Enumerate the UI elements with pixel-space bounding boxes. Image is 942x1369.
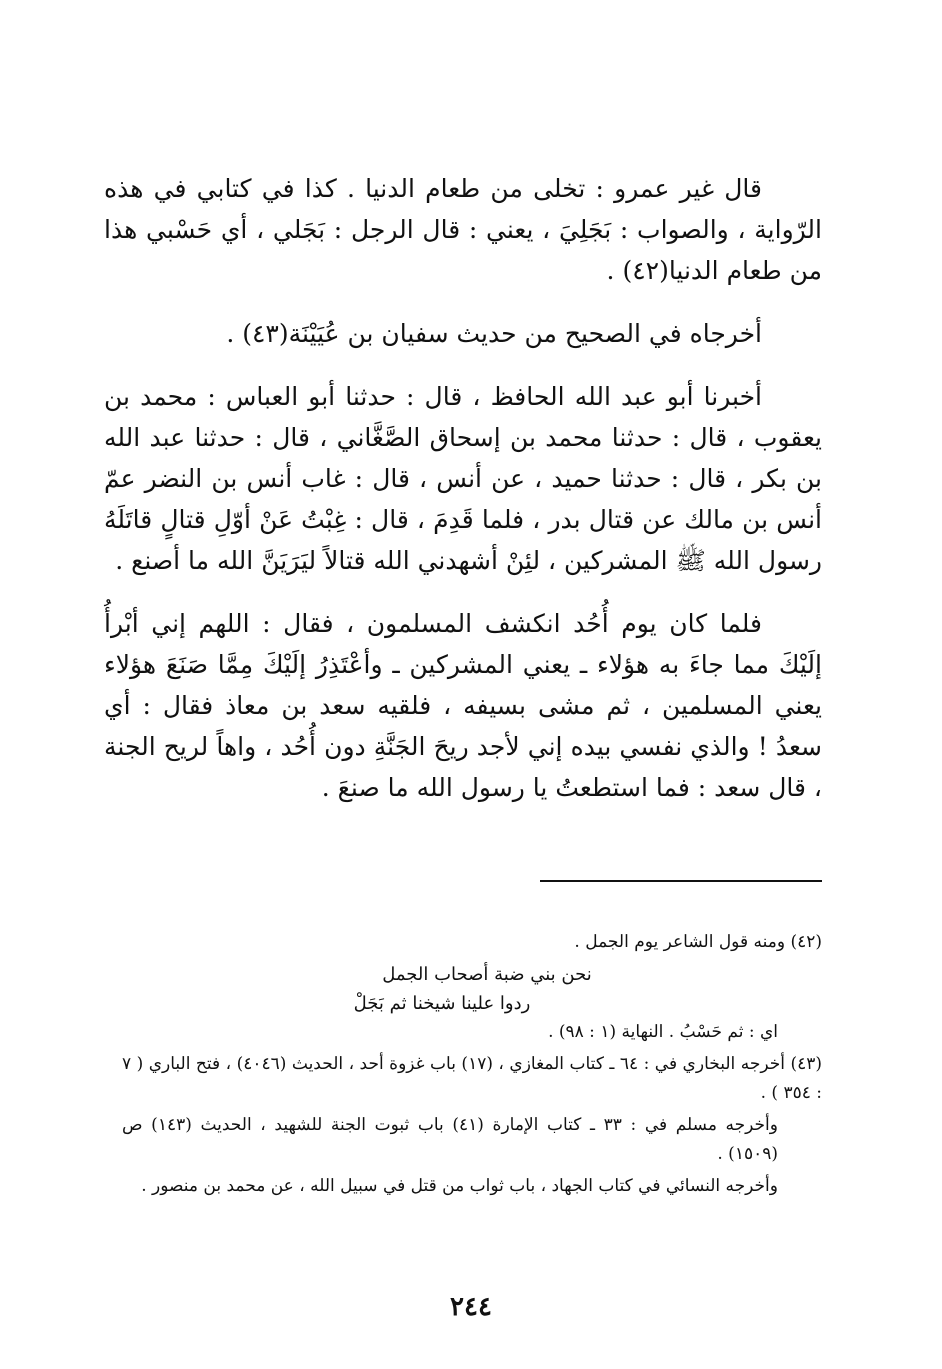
footnotes <box>122 928 822 1204</box>
paragraph-bajali: قال غير عمرو : تخلى من طعام الدنيا . كذا في كتابي في هذه الرّواية ، والصواب : بَجَلِيَ ، يعني : قال الرجل : بَجَلي ، أي حَسْبي هذا من طعام الدنيا(٤٢) . <box>104 174 822 285</box>
footnote-43-bukhari: (٤٣) أخرجه البخاري في : ٦٤ ـ كتاب المغازي ، (١٧) باب غزوة أحد ، الحديث (٤٠٤٦) ، فتح الباري ( ٧ : ٣٥٤ ) . <box>122 1054 822 1103</box>
footnote-42-verse-1: نحن بني ضبة أصحاب الجمل <box>382 964 592 985</box>
paragraph-uhud: فلما كان يوم أُحُد انكشف المسلمون ، فقال : اللهم إني أبْرأُ إلَيْكَ مما جاءَ به هؤلاء ـ يعني المشركين ـ وأعْتَذِرُ إلَيْكَ مِمَّا صَنَعَ هؤلاء يعني المسلمين ، ثم مشى بسيفه ، فلقيه سعد بن معاذ فقال : أي سعدُ ! والذي نفسي بيده إني لأجد ريحَ الجَنَّةِ دون أُحُد ، واهاً لريح الجنة ، قال سعد : فما استطعتُ يا رسول الله ما صنعَ . <box>104 609 822 802</box>
paragraph-isnad: أخبرنا أبو عبد الله الحافظ ، قال : حدثنا أبو العباس : محمد بن يعقوب ، قال : حدثنا محمد بن إسحاق الصَّغَّاني ، قال : حدثنا عبد الله بن بكر ، قال : حدثنا حميد ، عن أنس ، قال : غاب أنس بن النضر عمّ أنس بن مالك عن قتال بدر ، فلما قَدِمَ ، قال : غِبْتُ عَنْ أوّلِ قتالٍ قاتَلَهُ رسول الله ﷺ المشركين ، لئِنْ أشهدني الله قتالاً ليَرَيَنَّ الله ما أصنع . <box>104 382 822 575</box>
page-number: ٢٤٤ <box>450 1292 492 1322</box>
footnote-43-nasai: وأخرجه النسائي في كتاب الجهاد ، باب ثواب من قتل في سبيل الله ، عن محمد بن منصور . <box>141 1176 778 1196</box>
paragraph-takhrij: أخرجاه في الصحيح من حديث سفيان بن عُيَيْنَة(٤٣) . <box>226 319 762 348</box>
footnote-separator <box>540 880 822 882</box>
footnote-43-muslim: وأخرجه مسلم في : ٣٣ ـ كتاب الإمارة (٤١) باب ثبوت الجنة للشهيد ، الحديث (١٤٣) ص (١٥٠٩) . <box>122 1115 778 1164</box>
main-text <box>104 168 822 808</box>
footnote-42-verse-2: ردوا علينا شيخنا ثم بَجَلْ <box>353 993 531 1014</box>
footnote-42-intro: (٤٢) ومنه قول الشاعر يوم الجمل . <box>574 932 822 952</box>
footnote-42-gloss: اي : ثم حَسْبُ . النهاية (١ : ٩٨) . <box>548 1022 778 1042</box>
